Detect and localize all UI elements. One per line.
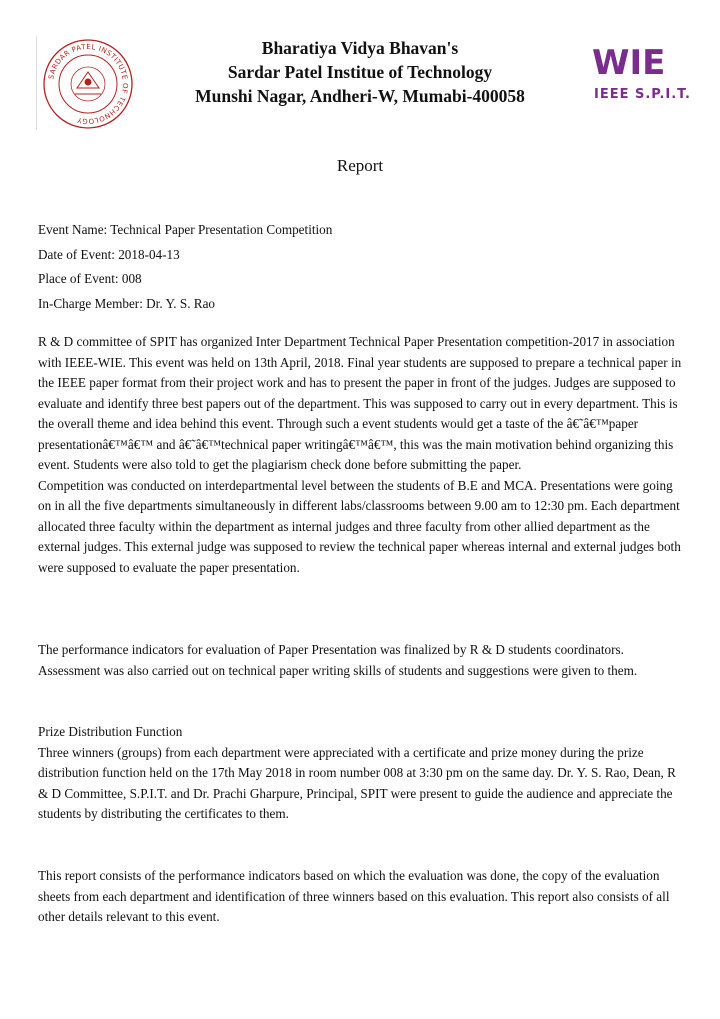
event-name: Event Name: Technical Paper Presentation Competition: [38, 222, 333, 237]
wie-logo-subtext: IEEE S.P.I.T.: [594, 87, 691, 102]
spit-seal-logo: [36, 36, 139, 130]
paragraph-intro: R & D committee of SPIT has organized Inter Department Technical Paper Presentation competition-2017 in association with IEEE-WIE. This event was held on 13th April, 2018. Final year students are supposed to prepare a technical paper in the IEEE paper format from their project work and has to present the paper in front of the judges. Judges are supposed to evaluate and identify three best papers out of the department. This was supposed to carry out in every department. This is the overall theme and idea behind this event. Through such a event students would get a taste of the â€˜â€™paper presentationâ€™â€™ and â€˜â€™technical paper writingâ€™â€™, this was the main motivation behind organizing this event. Students were also told to get the plagiarism check done before submitting the paper.: [38, 334, 682, 472]
event-place: Place of Event: 008: [38, 271, 142, 286]
body-section-3: [38, 722, 688, 825]
prize-heading: Prize Distribution Function: [38, 724, 183, 739]
wie-logo-icon: [588, 38, 700, 108]
body-section-4: [38, 866, 688, 928]
wie-logo-text: WIE: [592, 43, 666, 83]
paragraph-performance: The performance indicators for evaluation of Paper Presentation was finalized by R & D students coordinators. Assessment was also carried out on technical paper writing skills of students and suggestions were given to them.: [38, 642, 638, 678]
body-section-1: [38, 332, 688, 578]
header-line-3: Munshi Nagar, Andheri-W, Mumabi-400058: [195, 86, 525, 106]
report-title: Report: [336, 156, 384, 175]
body-section-2: [38, 640, 688, 681]
paragraph-prize: Three winners (groups) from each department were appreciated with a certificate and prize money during the prize distribution function held on the 17th May 2018 in room number 008 at 3:30 pm on the same day. Dr. Y. S. Rao, Dean, R & D Committee, S.P.I.T. and Dr. Prachi Gharpure, Principal, SPIT were present to guide the audience and appreciate the students by distributing the certificates to them.: [38, 744, 676, 821]
event-date: Date of Event: 2018-04-13: [38, 246, 180, 262]
svg-text:SARDAR PATEL INSTITUTE OF TECH: SARDAR PATEL INSTITUTE OF TECHNOLOGY: [47, 42, 130, 126]
event-in-charge: In-Charge Member: Dr. Y. S. Rao: [38, 295, 216, 311]
seal-icon: [37, 36, 139, 130]
header-line-1: Bharatiya Vidya Bhavan's: [261, 38, 459, 58]
wie-logo: [588, 38, 700, 108]
paragraph-competition: Competition was conducted on interdepartmental level between the students of B.E and MCA. Presentations were going on in all the five departments simultaneously in different labs/classrooms between 9.00 am to 12:30 pm. Each department allocated three faculty within the department as internal judges and three faculty from other allied department as the external judges. This external judge was supposed to review the technical paper whereas internal and external judges both were supposed to evaluate the paper presentation.: [38, 477, 681, 575]
institution-header: [150, 36, 570, 108]
event-details: [38, 218, 688, 316]
header-line-2: Sardar Patel Institue of Technology: [227, 62, 493, 82]
paragraph-closing: This report consists of the performance indicators based on which the evaluation was done, the copy of the evaluation sheets from each department and identification of three winners based on this evaluation. This report also consists of all other details relevant to this event.: [38, 868, 670, 924]
